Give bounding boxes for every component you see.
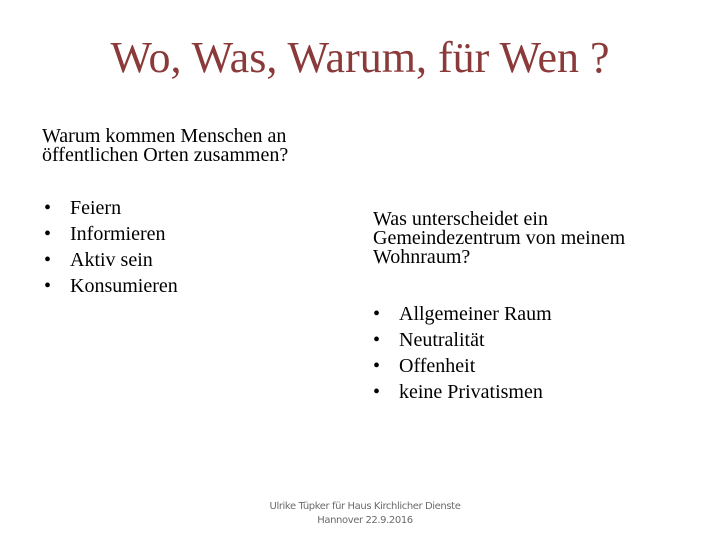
list-item [373,301,552,327]
list-item [44,221,178,247]
right-question-line: Gemeindezentrum von meinem [373,227,626,249]
right-question-line: Was unterscheidet ein [373,208,548,230]
list-item [44,273,178,299]
bullet-icon: • [44,249,52,271]
list-item-label: Offenheit [399,355,476,377]
right-bullet-list [373,301,552,405]
list-item-label: Allgemeiner Raum [399,303,552,325]
bullet-icon: • [373,329,381,351]
right-question-line: Wohnraum? [373,246,471,268]
right-question [373,210,693,267]
left-question-line: öffentlichen Orten zusammen? [42,144,289,166]
list-item-label: Informieren [70,223,166,245]
list-item [44,195,178,221]
left-question [42,127,362,165]
bullet-icon: • [373,355,381,377]
list-item [44,247,178,273]
bullet-icon: • [44,197,52,219]
bullet-icon: • [373,381,381,403]
left-question-line: Warum kommen Menschen an [42,125,287,147]
slide-title: Wo, Was, Warum, für Wen ? [110,33,610,82]
list-item-label: keine Privatismen [399,381,543,403]
bullet-icon: • [44,275,52,297]
bullet-icon: • [373,303,381,325]
footer-place-date: Hannover 22.9.2016 [317,515,413,526]
list-item [373,379,552,405]
slide-footer [240,500,490,528]
list-item-label: Feiern [70,197,122,219]
footer-author: Ulrike Tüpker für Haus Kirchlicher Dienste [269,501,461,512]
list-item-label: Konsumieren [70,275,178,297]
bullet-icon: • [44,223,52,245]
list-item [373,327,552,353]
list-item-label: Aktiv sein [70,249,153,271]
list-item [373,353,552,379]
left-bullet-list [44,195,178,299]
list-item-label: Neutralität [399,329,485,351]
